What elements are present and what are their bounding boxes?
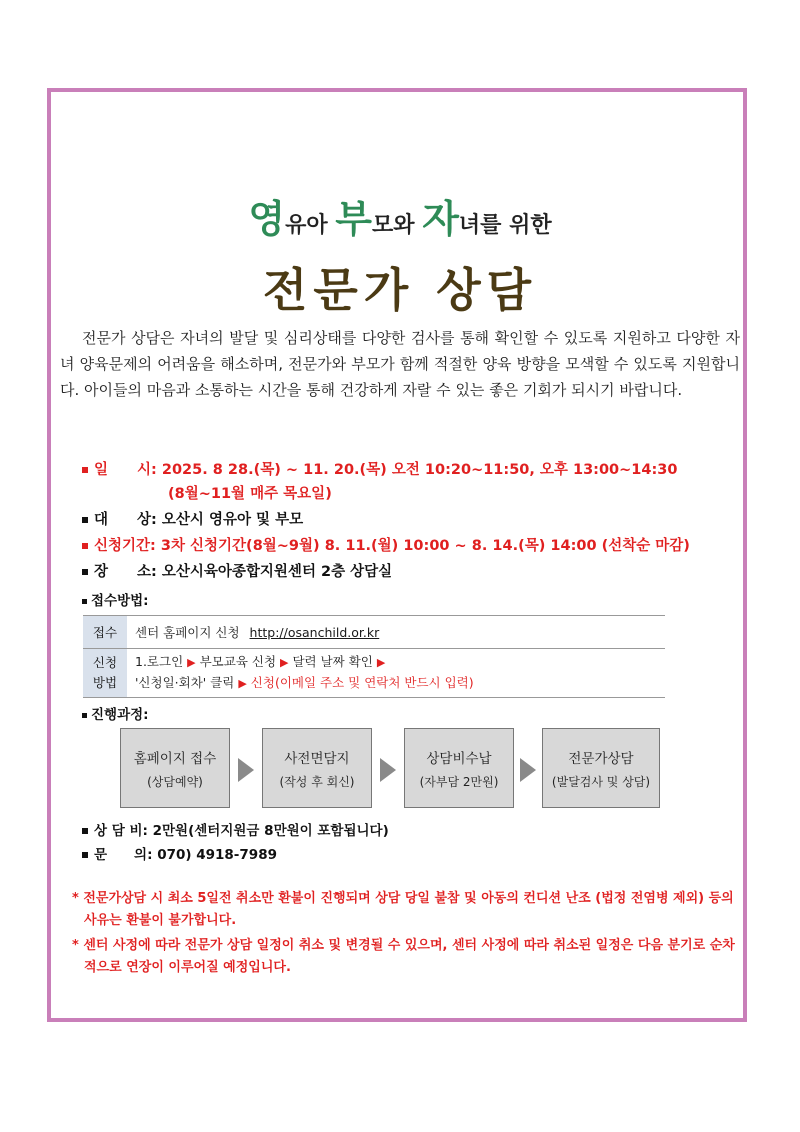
process-heading: 진행과정:: [82, 703, 149, 723]
table-row: [83, 616, 665, 649]
title-text-2: 모와: [372, 213, 423, 238]
title-char-2: 부: [335, 197, 373, 241]
arrow-right-icon: ▶: [280, 656, 289, 669]
intro-paragraph: 전문가 상담은 자녀의 발달 및 심리상태를 다양한 검사를 통해 확인할 수 있도록 지원하고 다양한 자녀 양육문제의 어려움을 해소하며, 전문가와 부모가 함께 적절한 양육 방향을 모색할 수 있도록 지원합니다. 아이들의 마음과 소통하는 시간을 통해 건강하게 자랄 수 있는 좋은 기회가 되시기 바랍니다.: [60, 329, 740, 399]
table-row: [83, 649, 665, 698]
title-char-3: 자: [422, 197, 459, 241]
process-step-4: 전문가상담 (발달검사 및 상담): [542, 728, 660, 808]
date-label: 일 시:: [94, 462, 157, 478]
apply-value: 3차 신청기간(8월~9월) 8. 11.(월) 10:00 ~ 8. 14.(목) 14:00 (선착순 마감): [160, 538, 690, 554]
table-cell: 1.로그인 ▶ 부모교육 신청 ▶ 달력 날짜 확인 ▶ '신청일·회차' 클릭 ▶ 신청(이메일 주소 및 연락처 반드시 입력): [127, 649, 665, 698]
target-label: 대 상:: [94, 512, 157, 528]
bullet-icon: [82, 713, 87, 718]
title-text-1: 유아: [285, 213, 336, 238]
arrow-right-icon: ▶: [238, 677, 247, 690]
target-value: 오산시 영유아 및 부모: [161, 512, 304, 528]
info-apply: [82, 535, 690, 557]
bullet-icon: [82, 569, 88, 575]
title-text-3: 녀를 위한: [458, 213, 552, 238]
apply-label: 신청기간:: [94, 538, 156, 554]
notice-section: [72, 888, 742, 979]
homepage-link[interactable]: http://osanchild.or.kr: [249, 625, 380, 640]
place-value: 오산시육아종합지원센터 2층 상담실: [161, 564, 393, 580]
chevron-right-icon: [238, 758, 254, 782]
place-label: 장 소:: [94, 564, 157, 580]
row-header-method: 신청 방법: [83, 649, 127, 698]
bullet-icon: [82, 828, 88, 834]
row-header-apply: 접수: [83, 616, 127, 649]
page-subtitle: [0, 188, 800, 243]
page-title: 전문가 상담: [262, 263, 538, 317]
chevron-right-icon: [520, 758, 536, 782]
info-target: [82, 509, 303, 531]
process-step-3: 상담비수납 (자부담 2만원): [404, 728, 514, 808]
arrow-right-icon: ▶: [376, 656, 386, 669]
title-char-1: 영: [248, 197, 286, 241]
notice-schedule: * 센터 사정에 따라 전문가 상담 일정이 취소 및 변경될 수 있으며, 센터 사정에 따라 취소된 일정은 다음 분기로 순차적으로 연장이 이루어질 예정입니다.: [72, 938, 735, 975]
info-place: [82, 561, 392, 583]
bullet-icon: [82, 517, 88, 523]
table-cell: 센터 홈페이지 신청 http://osanchild.or.kr: [127, 616, 665, 649]
arrow-right-icon: ▶: [187, 656, 196, 669]
chevron-right-icon: [380, 758, 396, 782]
process-flow: [120, 728, 660, 810]
bullet-icon: [82, 852, 88, 858]
process-step-2: 사전면담지 (작성 후 회신): [262, 728, 372, 808]
method-heading: 접수방법:: [82, 589, 149, 609]
info-fee: 상 담 비: 2만원(센터지원금 8만원이 포함됩니다): [82, 820, 389, 842]
bullet-icon: [82, 467, 88, 473]
notice-refund: * 전문가상담 시 최소 5일전 취소만 환불이 진행되며 상담 당일 불참 및 아동의 컨디션 난조 (법정 전염병 제외) 등의 사유는 환불이 불가합니다.: [72, 891, 734, 928]
date-value: 2025. 8 28.(목) ~ 11. 20.(목) 오전 10:20~11:50, 오후 13:00~14:30: [161, 462, 678, 478]
info-date: [82, 459, 677, 481]
bullet-icon: [82, 599, 87, 604]
info-contact: 문 의: 070) 4918-7989: [82, 844, 277, 866]
process-step-1: 홈페이지 접수 (상담예약): [120, 728, 230, 808]
registration-table: [83, 615, 665, 698]
info-date-sub: (8월~11월 매주 목요일): [168, 486, 332, 502]
bullet-icon: [82, 543, 88, 549]
